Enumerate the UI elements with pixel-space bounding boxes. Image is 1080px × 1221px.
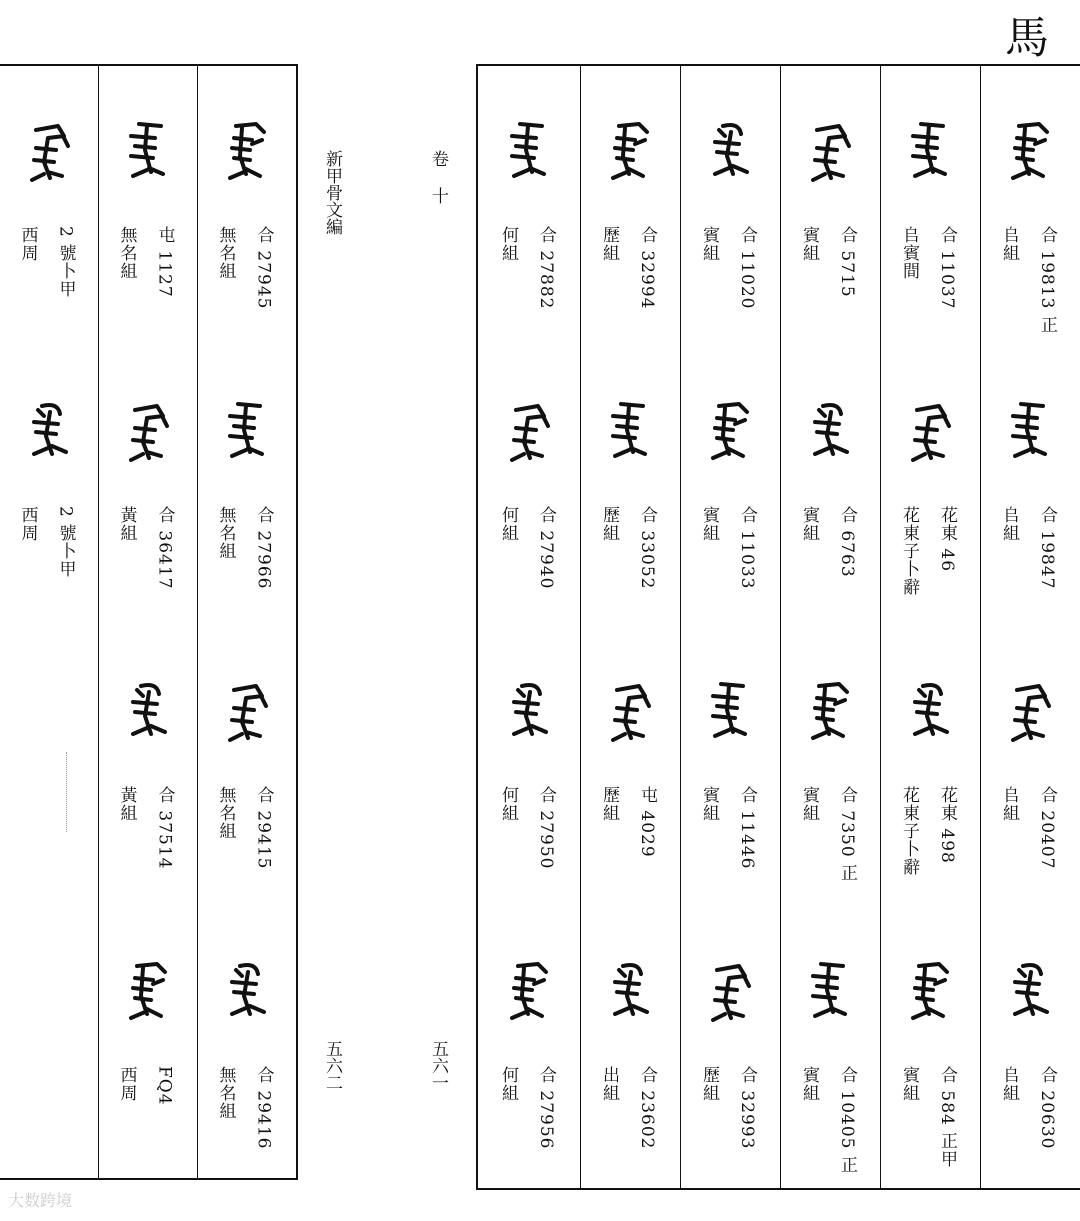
source-label: 合 36417 [154,506,175,590]
table-column [480,66,580,1188]
oracle-glyph-icon [599,676,663,748]
glyph-entry [581,86,680,346]
source-label: 合 27882 [536,226,556,310]
source-label: 屯 4029 [637,786,657,858]
source-label: 合 6763 [837,506,857,578]
glyph-entry [99,366,197,626]
source-label: 合 27940 [536,506,556,590]
group-label: 賓組 [699,226,719,262]
group-label: 賓組 [699,786,719,822]
oracle-glyph-icon [117,956,181,1028]
source-label: 合 11446 [737,786,757,870]
oracle-glyph-icon [899,396,963,468]
group-label: 何組 [498,786,518,822]
source-label: 合 33052 [637,506,657,590]
oracle-glyph-icon [18,396,82,468]
source-label: 花東 498 [937,786,957,864]
group-label: 無名組 [215,506,236,560]
oracle-glyph-icon [899,956,963,1028]
table-column [0,66,98,1178]
group-label: 賓組 [799,506,819,542]
source-label: 合 37514 [154,786,175,870]
group-label: 西周 [17,506,38,542]
group-label: 無名組 [215,1066,236,1120]
oracle-glyph-icon [699,956,763,1028]
table-column [780,66,880,1188]
header-character: 馬 [997,14,1048,58]
glyph-entry [0,366,98,626]
oracle-glyph-icon [498,956,562,1028]
oracle-glyph-icon [899,116,963,188]
source-label: 花東 46 [937,506,957,573]
source-label: 合 27966 [253,506,274,590]
glyph-entry [198,366,296,626]
source-label: 合 27950 [536,786,556,870]
glyph-entry [681,646,780,906]
group-label: 花東子卜辭 [899,506,919,596]
glyph-entry [198,926,296,1186]
source-label: 合 5715 [837,226,857,298]
source-label: 合 20630 [1037,1066,1057,1150]
group-label: 歷組 [599,786,619,822]
oracle-glyph-icon [498,676,562,748]
glyph-entry [681,926,780,1186]
oracle-glyph-icon [216,396,280,468]
glyph-entry [981,646,1080,906]
group-label: 賓組 [699,506,719,542]
right-page-table [476,64,1080,1190]
oracle-glyph-icon [216,116,280,188]
oracle-glyph-icon [498,396,562,468]
source-label: 合 23602 [637,1066,657,1150]
source-label: 合 10405 正 [837,1066,857,1174]
oracle-glyph-icon [999,116,1063,188]
glyph-entry [480,926,580,1186]
group-label: 𠂤組 [999,226,1019,262]
source-label: 合 584 正甲 [937,1066,957,1169]
source-label: 合 7350 正 [837,786,857,883]
group-label: 賓組 [799,1066,819,1102]
table-column [98,66,197,1178]
page-number-left: 五六二 [322,1040,342,1091]
glyph-entry [681,86,780,346]
oracle-glyph-icon [699,676,763,748]
source-label: 屯 1127 [154,226,175,298]
source-label: 合 27945 [253,226,274,310]
oracle-glyph-icon [117,676,181,748]
glyph-entry [881,646,980,906]
oracle-glyph-icon [216,956,280,1028]
glyph-entry [881,366,980,626]
oracle-glyph-icon [899,676,963,748]
source-label: 合 32994 [637,226,657,310]
source-label: 2 號卜甲 [55,226,76,299]
group-label: 𠂤組 [999,506,1019,542]
table-column [580,66,680,1188]
oracle-glyph-icon [999,956,1063,1028]
oracle-glyph-icon [498,116,562,188]
table-column [980,66,1080,1188]
glyph-entry [581,926,680,1186]
glyph-entry [480,646,580,906]
oracle-glyph-icon [18,116,82,188]
oracle-glyph-icon [599,396,663,468]
glyph-entry [480,366,580,626]
group-label: 黃組 [116,506,137,542]
oracle-glyph-icon [117,116,181,188]
group-label: 花東子卜辭 [899,786,919,876]
source-label: 合 29416 [253,1066,274,1150]
group-label: 何組 [498,226,518,262]
source-label: FQ4 [154,1066,175,1106]
group-label: 何組 [498,1066,518,1102]
group-label: 賓組 [799,226,819,262]
group-label: 黃組 [116,786,137,822]
group-label: 歷組 [599,506,619,542]
group-label: 𠂤賓間 [899,226,919,280]
left-page-table [0,64,298,1180]
table-column [880,66,980,1188]
group-label: 西周 [116,1066,137,1102]
oracle-glyph-icon [216,676,280,748]
oracle-glyph-icon [599,116,663,188]
glyph-entry [781,86,880,346]
glyph-entry [581,366,680,626]
glyph-entry [681,366,780,626]
group-label: 何組 [498,506,518,542]
glyph-entry [99,646,197,906]
group-label: 歷組 [599,226,619,262]
oracle-glyph-icon [999,396,1063,468]
source-label: 2 號卜甲 [55,506,76,579]
group-label: 出組 [599,1066,619,1102]
glyph-entry [881,86,980,346]
glyph-entry [581,646,680,906]
glyph-entry [99,926,197,1186]
glyph-entry [198,86,296,346]
oracle-glyph-icon [799,956,863,1028]
group-label: 歷組 [699,1066,719,1102]
glyph-entry [781,366,880,626]
page-number-right: 五六一 [428,1040,448,1091]
group-label: 賓組 [899,1066,919,1102]
oracle-glyph-icon [699,396,763,468]
glyph-entry [781,926,880,1186]
group-label: 無名組 [116,226,137,280]
oracle-glyph-icon [799,116,863,188]
glyph-entry [981,366,1080,626]
oracle-glyph-icon [999,676,1063,748]
glyph-entry [781,646,880,906]
glyph-entry [881,926,980,1186]
source-label: 合 32993 [737,1066,757,1150]
table-column [197,66,296,1178]
source-label: 合 11037 [937,226,957,310]
source-label: 合 11020 [737,226,757,310]
source-label: 合 19813 正 [1037,226,1057,334]
oracle-glyph-icon [799,396,863,468]
glyph-entry [480,86,580,346]
source-label: 合 20407 [1037,786,1057,870]
glyph-entry [198,646,296,906]
glyph-entry [0,86,98,346]
source-label: 合 29415 [253,786,274,870]
group-label: 𠂤組 [999,1066,1019,1102]
oracle-glyph-icon [117,396,181,468]
glyph-entry [981,86,1080,346]
group-label: 無名組 [215,786,236,840]
group-label: 𠂤組 [999,786,1019,822]
book-title: 新甲骨文編 [322,150,342,235]
oracle-glyph-icon [599,956,663,1028]
oracle-glyph-icon [699,116,763,188]
blank-divider [66,752,67,832]
oracle-glyph-icon [799,676,863,748]
group-label: 賓組 [799,786,819,822]
glyph-entry [99,86,197,346]
volume-label: 卷 十 [428,150,448,204]
source-label: 合 19847 [1037,506,1057,590]
group-label: 無名組 [215,226,236,280]
source-label: 合 11033 [737,506,757,590]
glyph-entry [981,926,1080,1186]
table-column [680,66,780,1188]
group-label: 西周 [17,226,38,262]
watermark: 大数跨境 [8,1191,73,1210]
source-label: 合 27956 [536,1066,556,1150]
